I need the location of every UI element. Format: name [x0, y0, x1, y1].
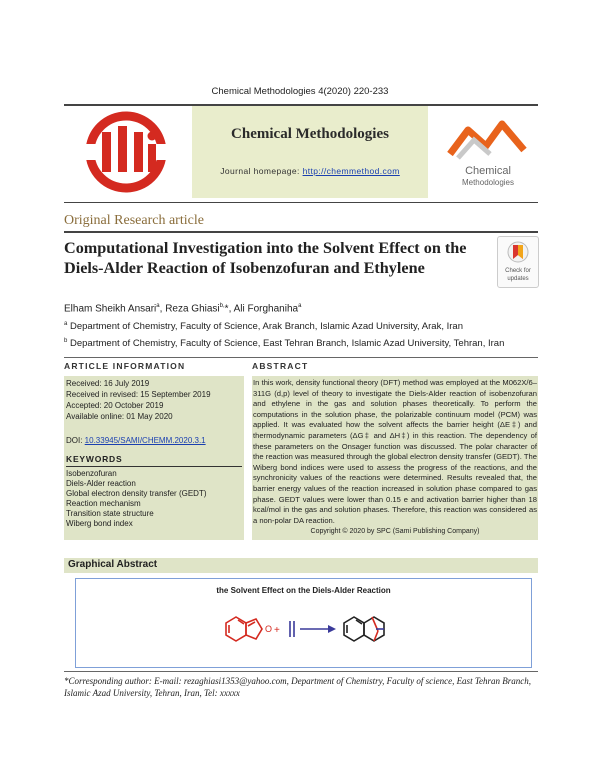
affiliation-sup: a [64, 321, 68, 327]
keyword-item: Wiberg bond index [66, 519, 133, 528]
divider [64, 357, 538, 358]
homepage-link[interactable]: http://chemmethod.com [302, 166, 400, 176]
keywords-divider [66, 466, 242, 467]
affiliation [64, 338, 504, 349]
article-title: Computational Investigation into the Solvent Effect on the Diels-Alder Reaction of Isobenzofuran and Ethylene [64, 239, 467, 277]
keyword-item: Reaction mechanism [66, 499, 141, 508]
footer-divider [64, 671, 538, 672]
homepage-label: Journal homepage: [220, 166, 300, 176]
author-name: Ali Forghaniha [233, 303, 299, 315]
reaction-arrow [300, 625, 336, 633]
abstract-text: In this work, density functional theory (DFT) method was employed at the M062X/6–311G (d,p) level of theory to investigate the Diels-Alder reaction of isobenzofuran and ethylene in the gas and solution phases theoretically. To perform the computations in the solution phase, the polarizable continuum model (PCM) was applied. It was evaluated how the solvent affects the barrier height (ΔE‡) and thermodynamic parameters (ΔG‡ and ΔH‡) in this reaction. The dependency of these parameters on the Onsager function was discussed. The polar character of the reaction was measured through the global electron density transfer (GEDT). The Wiberg bond indices were used to assess the progress of the reactions, and the synchronicity values of the reactions were determined. Results revealed that, the barrier energy values of the reaction increased in solution phase compared to gas phase. GEDT values were lower than 0.15 e and activation barrier higher than 18 kcal/mol in the gas and solution phases. Therefore, this reaction was considered as a non-polar DA reaction. [253, 378, 537, 525]
article-info-heading: ARTICLE INFORMATION [64, 361, 186, 371]
author-sup: b, [219, 303, 225, 309]
article-type-label: Original Research article [64, 213, 204, 228]
online-date: Available online: 01 May 2020 [66, 412, 173, 421]
doi-link[interactable]: 10.33945/SAMI/CHEMM.2020.3.1 [84, 436, 206, 445]
isobenzofuran-structure [226, 617, 262, 641]
journal-citation: Chemical Methodologies 4(2020) 220-233 [211, 86, 389, 97]
abstract-panel [252, 376, 538, 540]
ethylene-structure [290, 621, 294, 637]
graphical-abstract-caption: the Solvent Effect on the Diels-Alder Reaction [216, 586, 391, 595]
reaction-scheme-diagram [76, 579, 531, 667]
journal-title: Chemical Methodologies [231, 126, 389, 142]
keyword-item: Transition state structure [66, 509, 154, 518]
journal-logo-left-icon [68, 106, 186, 198]
journal-logo-right-icon [440, 110, 536, 196]
journal-header-box [192, 106, 428, 198]
keyword-item: Global electron density transfer (GEDT) [66, 489, 207, 498]
logo-right-line1: Chemical [465, 165, 511, 177]
keyword-item: Diels-Alder reaction [66, 479, 136, 488]
affiliation [64, 321, 463, 332]
copyright-notice: Copyright © 2020 by SPC (Sami Publishing Company) [310, 528, 480, 535]
keywords-panel [64, 452, 244, 540]
journal-logo-left [68, 106, 186, 198]
plus-sign: + [274, 625, 280, 636]
check-for-updates-badge[interactable] [497, 236, 539, 288]
author-name: Elham Sheikh Ansari [64, 303, 157, 315]
diels-alder-adduct-structure [344, 617, 384, 641]
author-sup: a [156, 303, 160, 309]
author-separator: *, [224, 303, 234, 315]
corresponding-author-note: *Corresponding author: E-mail: rezaghiasi1353@yahoo.com, Department of Chemistry, Faculty of science, East Tehran Branch, Islamic Azad University, Tehran, Iran, Tel: xxxxx [64, 676, 531, 698]
abstract-heading: ABSTRACT [252, 361, 309, 371]
journal-logo-right [440, 110, 536, 196]
journal-homepage [192, 166, 428, 176]
author-list [64, 303, 301, 314]
graphical-abstract-heading-text: Graphical Abstract [68, 559, 158, 570]
keyword-item: Isobenzofuran [66, 469, 117, 478]
author-separator: , [159, 303, 166, 315]
affiliation-text: Department of Chemistry, Faculty of Science, Arak Branch, Islamic Azad University, Arak, Iran [69, 321, 463, 333]
keywords-heading: KEYWORDS [66, 454, 123, 464]
affiliation-text: Department of Chemistry, Faculty of Science, East Tehran Branch, Islamic Azad University, Tehran, Iran [69, 338, 505, 350]
doi-line [66, 435, 206, 446]
accepted-date: Accepted: 20 October 2019 [66, 401, 164, 410]
oxygen-label: O [265, 624, 273, 634]
author-sup: a [298, 303, 302, 309]
bookmark-icon [498, 237, 538, 267]
check-badge-line1: Check for [505, 268, 531, 274]
received-date: Received: 16 July 2019 [66, 379, 150, 388]
graphical-abstract-heading [64, 558, 538, 573]
section-divider [64, 231, 538, 233]
revised-date: Received in revised: 15 September 2019 [66, 390, 211, 399]
logo-right-line2: Methodologies [461, 178, 515, 187]
check-badge-line2: updates [507, 276, 529, 282]
author-name: Reza Ghiasi [165, 303, 220, 315]
affiliation-sup: b [64, 338, 68, 344]
graphical-abstract-box [75, 578, 532, 668]
doi-label: DOI: [66, 436, 85, 445]
